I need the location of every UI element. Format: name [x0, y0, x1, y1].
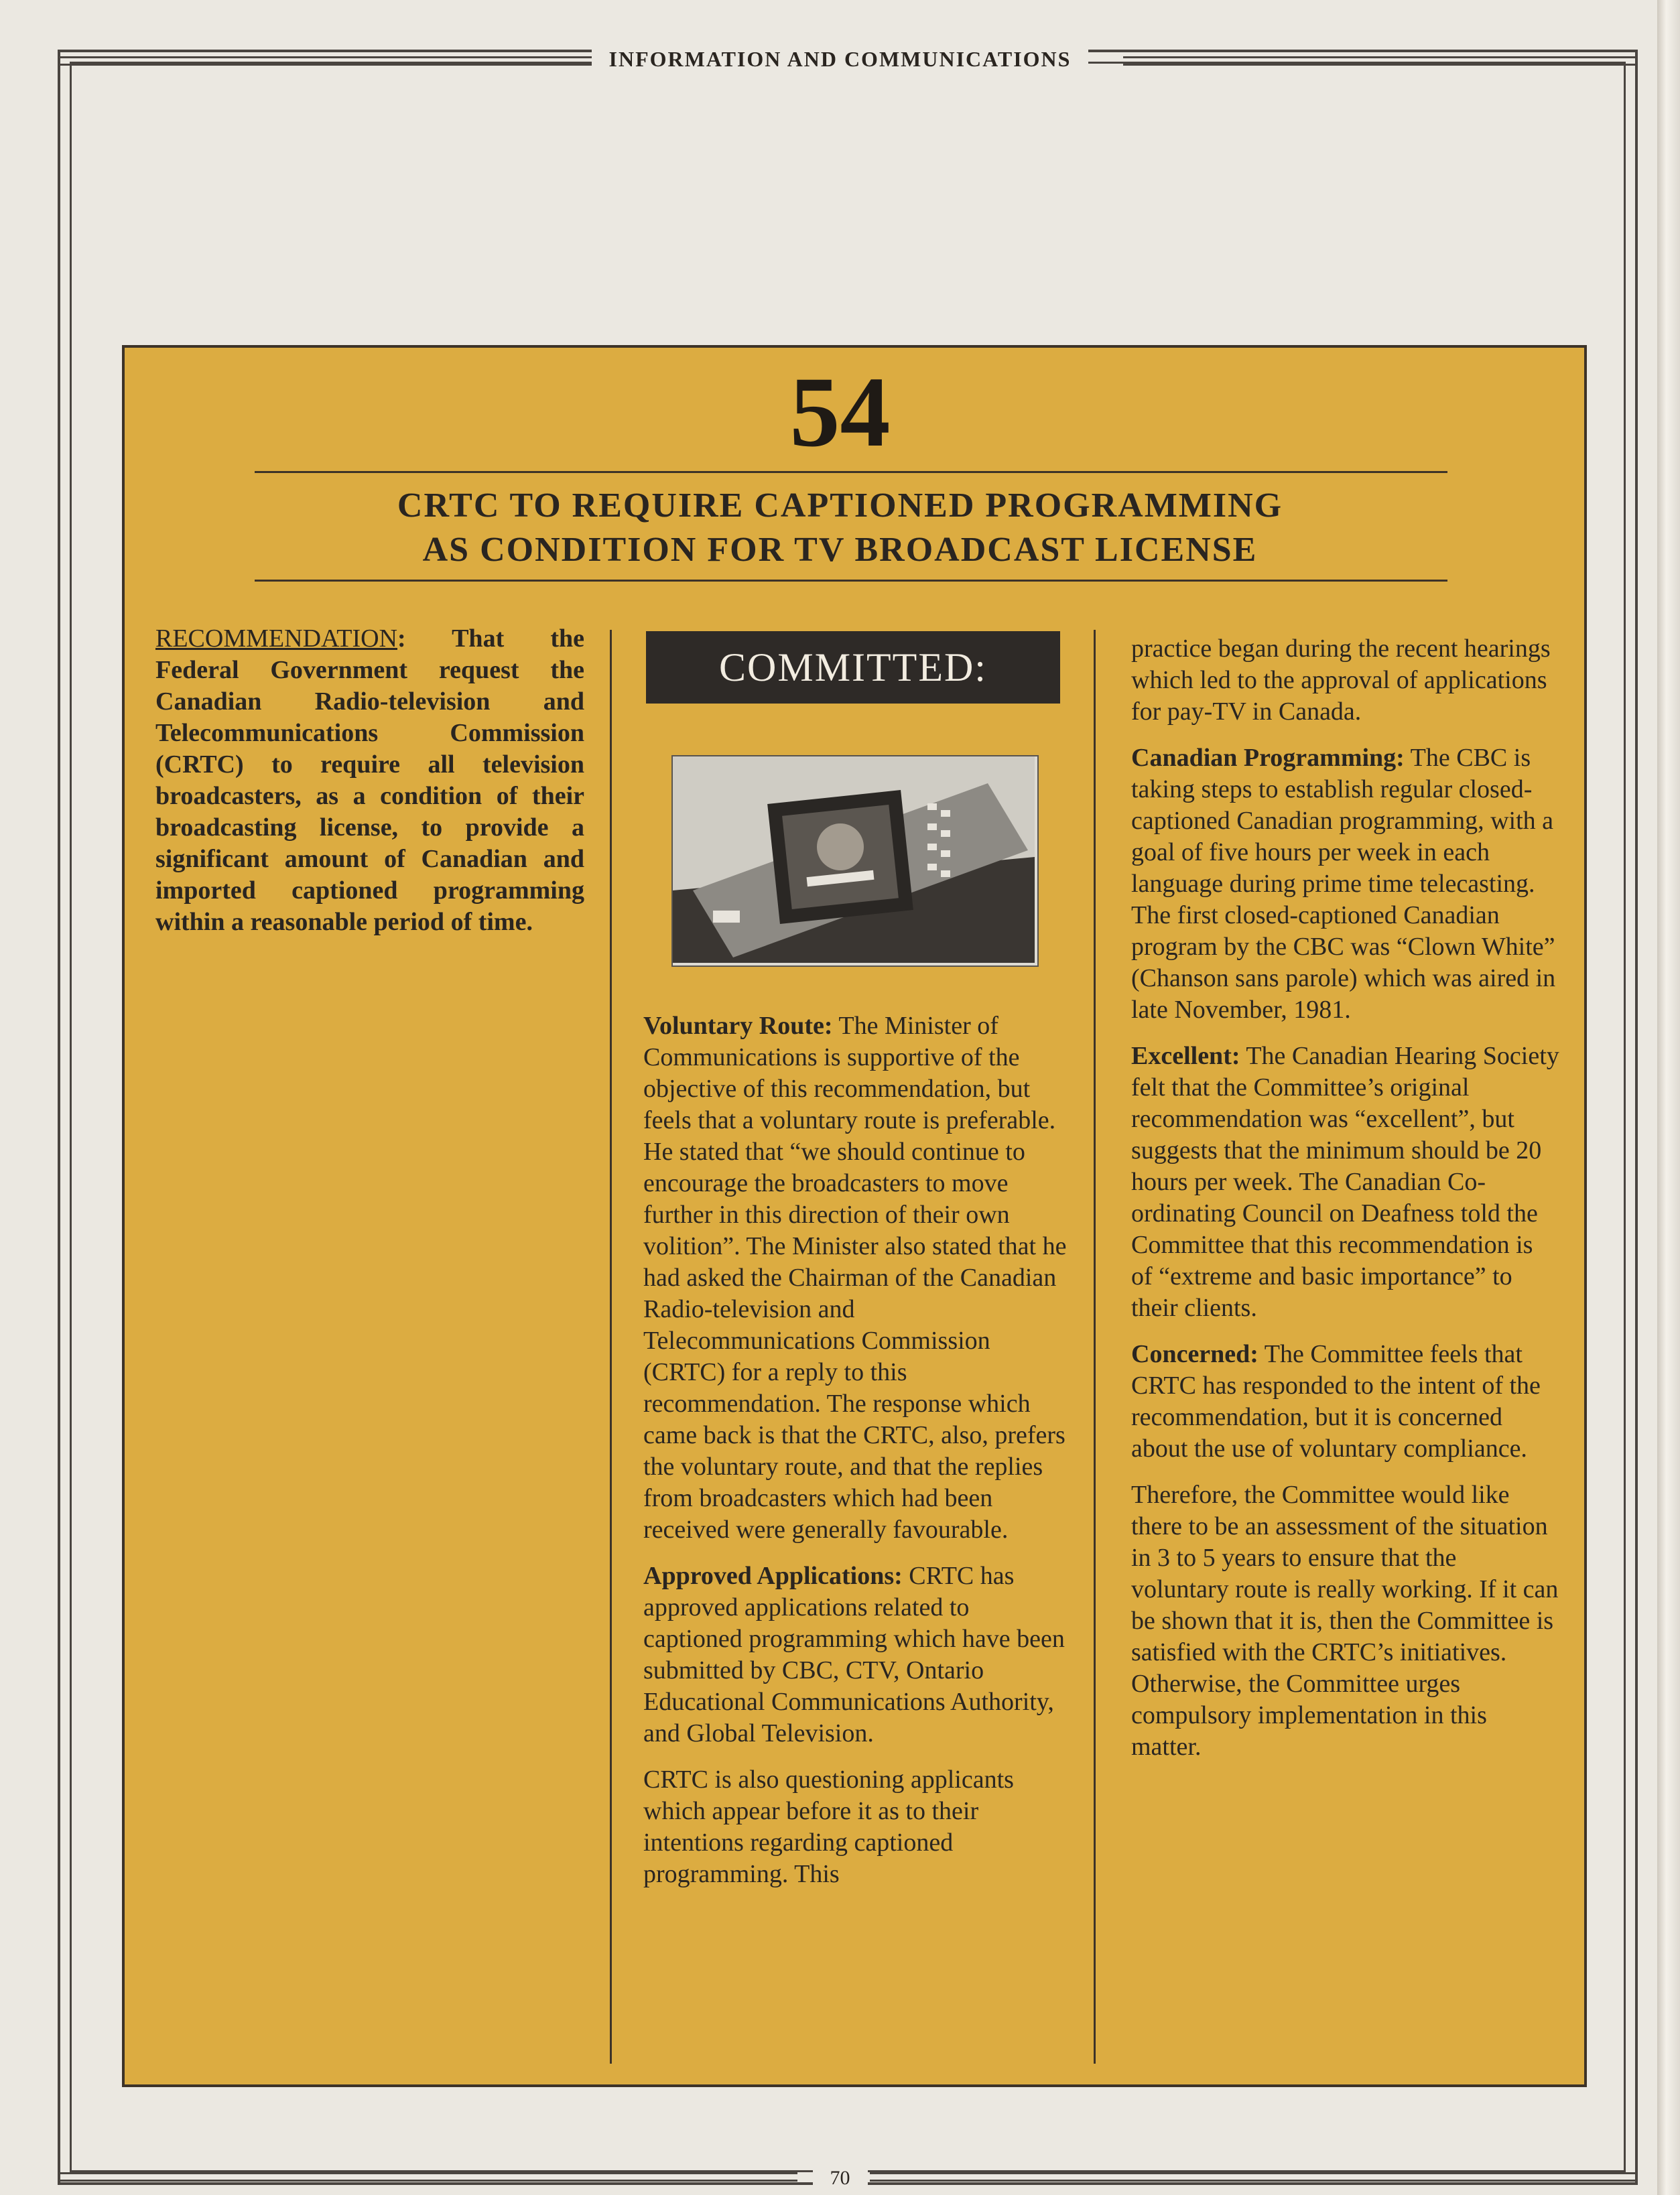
photo-illustration: [673, 756, 1035, 963]
recommendation-title-line2: AS CONDITION FOR TV BROADCAST LICENSE: [422, 531, 1258, 569]
response-column-3: [1131, 633, 1560, 1778]
paragraph-crtc-questioning: [643, 1764, 1072, 1890]
column-divider-1: [610, 630, 612, 2064]
title-rule-bottom: [255, 580, 1447, 582]
heading-voluntary-route: Voluntary Route:: [643, 1012, 833, 1040]
body-practice-continued: practice began during the recent hearings which led to the approval of applications for pay-TV in Canada.: [1131, 635, 1551, 726]
body-excellent: The Canadian Hearing Society felt that the Committee’s original recommendation was “excellent”, but suggests that the minimum should be 20 hours per week. The Canadian Co-ordinating Council on Deafness told the Committee that this recommendation is of “extreme and basic importance” to their clients.: [1131, 1042, 1559, 1322]
paragraph-concerned: [1131, 1339, 1560, 1465]
body-crtc-questioning: CRTC is also questioning applicants which appear before it as to their intentions regarding captioned programming. This: [643, 1766, 1014, 1888]
recommendation-column: [155, 623, 584, 938]
paragraph-canadian-programming: [1131, 742, 1560, 1026]
section-header: [0, 47, 1680, 72]
page-edge: [1657, 0, 1680, 2195]
recommendation-title-line1: CRTC TO REQUIRE CAPTIONED PROGRAMMING: [397, 486, 1283, 525]
status-label: COMMITTED:: [719, 645, 987, 689]
body-concerned: The Committee feels that CRTC has responded to the intent of the recommendation, but it is concerned about the use of voluntary compliance.: [1131, 1340, 1541, 1463]
section-title: INFORMATION AND COMMUNICATIONS: [592, 47, 1089, 71]
captioned-tv-photo: [671, 755, 1039, 967]
recommendation-title: [0, 484, 1680, 572]
heading-concerned: Concerned:: [1131, 1340, 1258, 1368]
status-badge: [646, 631, 1060, 704]
column-divider-2: [1094, 630, 1096, 2064]
recommendation-label: RECOMMENDATION: [155, 624, 397, 653]
body-therefore: Therefore, the Committee would like there to be an assessment of the situation in 3 to 5 years to ensure that the voluntary route is really working. If it can be shown that it is, then the Committee is satisfied with the CRTC’s initiatives. Otherwise, the Committee urges compulsory implementation in this matter.: [1131, 1481, 1559, 1761]
paragraph-approved-applications: [643, 1560, 1072, 1749]
recommendation-text: [155, 623, 584, 938]
heading-approved-applications: Approved Applications:: [643, 1562, 903, 1590]
paragraph-practice-continued: [1131, 633, 1560, 728]
paragraph-voluntary-route: [643, 1010, 1072, 1546]
body-approved-applications: CRTC has approved applications related to captioned programming which have been submitted by CBC, CTV, Ontario Educational Communications Authority, and Global Television.: [643, 1562, 1065, 1747]
page-number: 70: [813, 2167, 868, 2189]
recommendation-body: : That the Federal Government request the Canadian Radio-television and Telecommunications Commission (CRTC) to require all television broadcasters, as a condition of their broadcasting license, to provide a significant amount of Canadian and imported captioned programming within a reasonable period of time.: [155, 624, 584, 936]
heading-excellent: Excellent:: [1131, 1042, 1240, 1070]
recommendation-number: 54: [789, 356, 891, 468]
heading-canadian-programming: Canadian Programming:: [1131, 744, 1405, 772]
body-canadian-programming: The CBC is taking steps to establish regular closed-captioned Canadian programming, with a goal of five hours per week in each language during prime time telecasting. The first closed-captioned Canadian program by the CBC was “Clown White” (Chanson sans parole) which was aired in late November, 1981.: [1131, 744, 1556, 1024]
page-footer: [0, 2167, 1680, 2190]
response-column-2: [643, 1010, 1072, 1905]
paragraph-excellent: [1131, 1041, 1560, 1324]
title-rule-top: [255, 471, 1447, 473]
body-voluntary-route: The Minister of Communications is supportive of the objective of this recommendation, but feels that a voluntary route is preferable. He stated that “we should continue to encourage the broadcasters to move further in this direction of their own volition”. The Minister also stated that he had asked the Chairman of the Canadian Radio-television and Telecommunications Commission (CRTC) for a reply to this recommendation. The response which came back is that the CRTC, also, prefers the voluntary route, and that the replies from broadcasters which had been received were generally favourable.: [643, 1012, 1067, 1544]
paragraph-therefore: [1131, 1479, 1560, 1763]
